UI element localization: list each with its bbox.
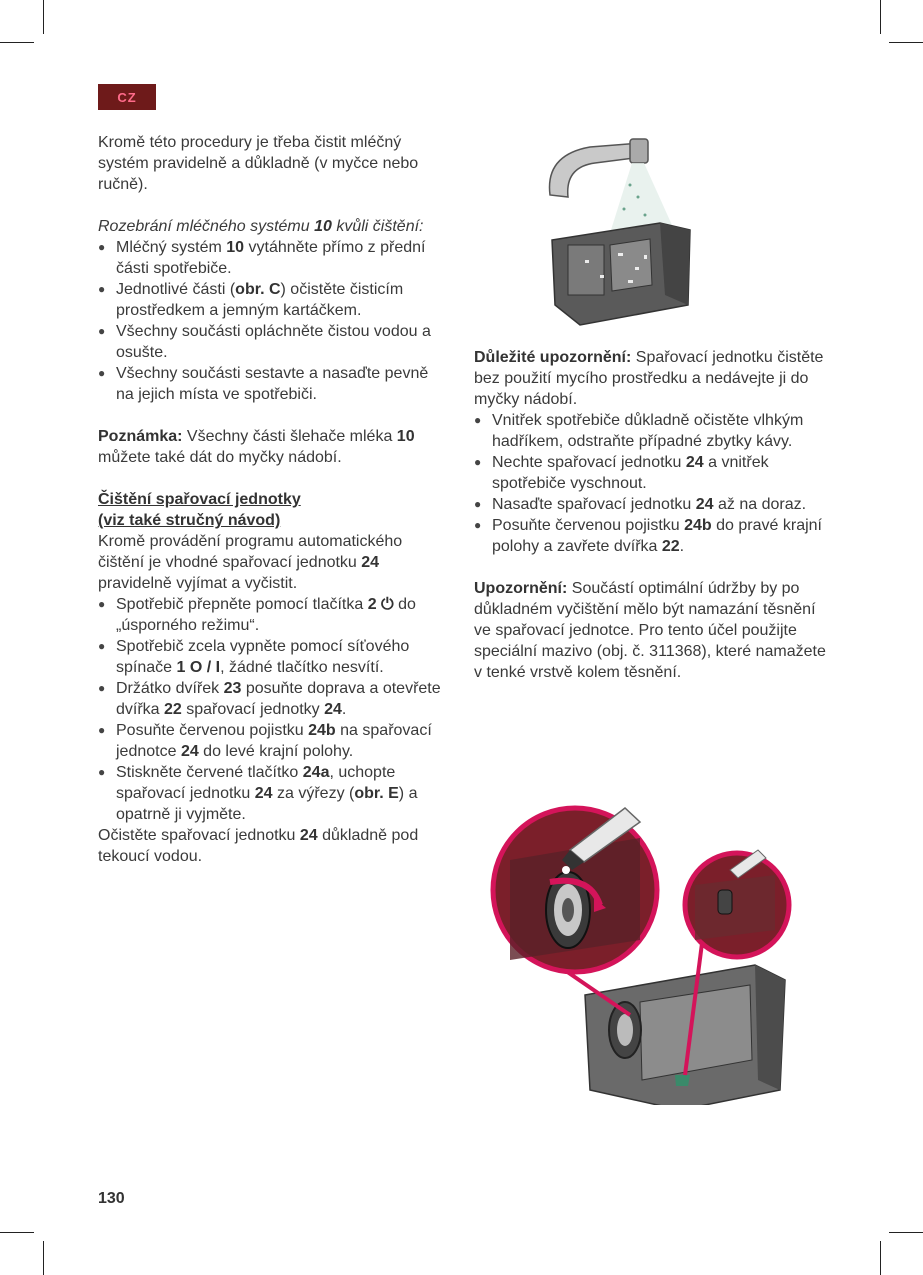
crop-mark [43, 0, 44, 34]
list-item: ● Spotřebič zcela vypněte pomocí síťového spínače 1 O / I, žádné tlačítko nesvítí. [98, 636, 450, 678]
warning-paragraph: Upozornění: Součástí optimální údržby by po důkladném vyčištění mělo být namazání těsnění ve spařovací jednotce. Pro tento účel použijte speciální mazivo (obj. č. 311368), které namažete v tenké vrstvě kolem těsnění. [474, 580, 826, 681]
list-item: ● Posuňte červenou pojistku 24b do pravé krajní polohy a zavřete dvířka 22. [474, 515, 826, 557]
list-item: ● Spotřebič přepněte pomocí tlačítka 2 ⏻ do „úsporného režimu“. [98, 594, 450, 636]
list-item: ● Všechny součásti sestavte a nasaďte pevně na jejich místa ve spotřebiči. [98, 363, 450, 405]
note-paragraph: Poznámka: Všechny části šlehače mléka 10 můžete také dát do myčky nádobí. [98, 428, 415, 466]
disassembly-heading: Rozebrání mléčného systému 10 kvůli čištění: [98, 218, 424, 235]
steps-list [98, 594, 450, 825]
rinse-illustration [540, 135, 705, 335]
left-column [98, 132, 450, 867]
list-item: ● Držátko dvířek 23 posuňte doprava a otevřete dvířka 22 spařovací jednotky 24. [98, 678, 450, 720]
list-item: ● Jednotlivé části (obr. C) očistěte čisticím prostředkem a jemným kartáčkem. [98, 279, 450, 321]
crop-mark [889, 1232, 923, 1233]
list-item: ● Nasaďte spařovací jednotku 24 až na doraz. [474, 494, 826, 515]
list-item: ● Stiskněte červené tlačítko 24a, uchopte spařovací jednotku 24 za výřezy (obr. E) a opatrně ji vyjměte. [98, 762, 450, 825]
page-number: 130 [98, 1190, 125, 1207]
list-item: ● Všechny součásti opláchněte čistou vodou a osušte. [98, 321, 450, 363]
crop-mark [880, 0, 881, 34]
right-column [474, 347, 826, 683]
list-item: ● Posuňte červenou pojistku 24b na spařovací jednotce 24 do levé krajní polohy. [98, 720, 450, 762]
crop-mark [43, 1241, 44, 1275]
list-item: ● Mléčný systém 10 vytáhněte přímo z přední části spotřebiče. [98, 237, 450, 279]
section-subtitle: (viz také stručný návod) [98, 512, 281, 529]
crop-mark [880, 1241, 881, 1275]
list-item: ● Nechte spařovací jednotku 24 a vnitřek spotřebiče vyschnout. [474, 452, 826, 494]
final-paragraph: Očistěte spařovací jednotku 24 důkladně pod tekoucí vodou. [98, 827, 419, 865]
lubrication-illustration [490, 790, 805, 1105]
crop-mark [0, 42, 34, 43]
list-item: ● Vnitřek spotřebiče důkladně očistěte vlhkým hadříkem, odstraňte případné zbytky kávy. [474, 410, 826, 452]
care-list [474, 410, 826, 557]
intro-paragraph: Kromě této procedury je třeba čistit mléčný systém pravidelně a důkladně (v myčce nebo ručně). [98, 134, 419, 193]
language-badge: CZ [98, 84, 156, 110]
crop-mark [889, 42, 923, 43]
section-title: Čištění spařovací jednotky [98, 491, 301, 508]
section-intro: Kromě provádění programu automatického čištění je vhodné spařovací jednotku 24 pravidelně vyjímat a vyčistit. [98, 533, 403, 592]
important-notice: Důležité upozornění: Spařovací jednotku čistěte bez použití mycího prostředku a nedávejte ji do myčky nádobí. [474, 349, 824, 408]
crop-mark [0, 1232, 34, 1233]
disassembly-list [98, 237, 450, 405]
